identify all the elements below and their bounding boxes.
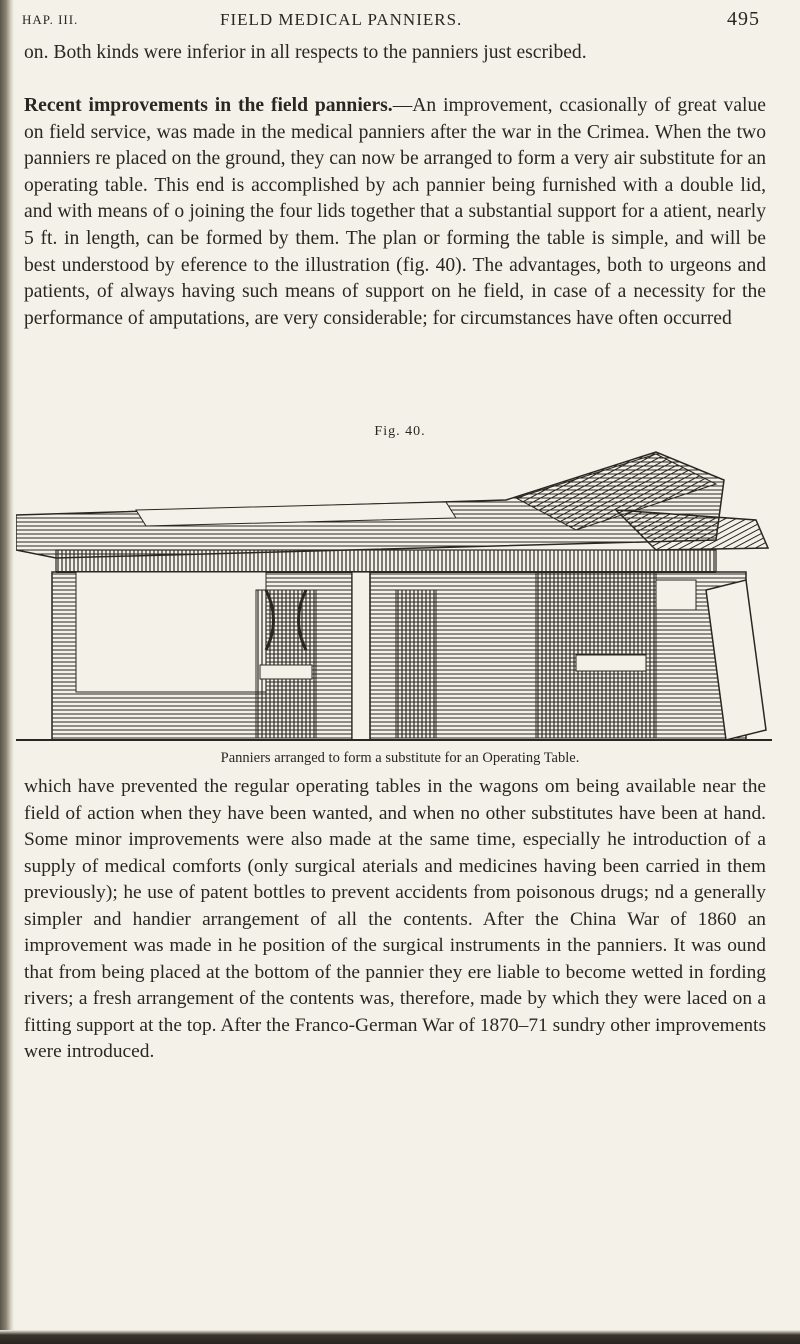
figure-label: Fig. 40. xyxy=(374,424,426,439)
page-header xyxy=(22,8,760,32)
page-binding-edge xyxy=(0,0,14,1344)
page-bottom-edge xyxy=(0,1330,800,1344)
raised-lid xyxy=(616,510,768,550)
paragraph-2 xyxy=(24,93,766,332)
figure-caption: Panniers arranged to form a substitute for an Operating Table. xyxy=(220,750,580,766)
operating-table-illustration xyxy=(16,440,776,745)
paragraph-2-text: —An improvement, ccasionally of great value on field service, was made in the medical panniers after the war in the Crimea. When the two panniers re placed on the ground, they can now be arranged to form a very air substitute for an operating table. This end is accomplished by ach pannier being furnished with a double lid, and with means of o joining the four lids together that a substantial support for a atient, nearly 5 ft. in length, can be formed by them. The plan or forming the table is simple, and will be best understood by eference to the illustration (fig. 40). The advantages, both to urgeons and patients, of always having such means of support on he field, in case of a necessity for the performance of amputations, are very considerable; for circumstances have often occurred xyxy=(24,95,766,329)
running-title: FIELD MEDICAL PANNIERS. xyxy=(220,10,463,29)
section-heading: Recent improvements in the field panniers. xyxy=(24,95,393,116)
page-number: 495 xyxy=(727,8,760,30)
chapter-marker: HAP. III. xyxy=(22,12,79,27)
paragraph-1: on. Both kinds were inferior in all respects to the panniers just escribed. xyxy=(24,42,587,63)
paragraph-3: which have prevented the regular operating tables in the wagons om being available near the field of action when they have been wanted, and when no other substitutes have been at hand. Some minor improvements were also made at the same time, especially he introduction of a supply of medical comforts (only surgical aterials and medicines having been carried in them previously); he use of patent bottles to prevent accidents from poisonous drugs; nd a generally simpler and handier arrangement of all the contents. After the China War of 1860 an improvement was made in he position of the surgical instruments in the panniers. It was ound that from being placed at the bottom of the pannier they ere liable to become wetted in fording rivers; a fresh arrangement of the contents was, therefore, made by which they were laced on a fitting support at the top. After the Franco-German War of 1870–71 sundry other improvements were introduced. xyxy=(24,776,766,1062)
